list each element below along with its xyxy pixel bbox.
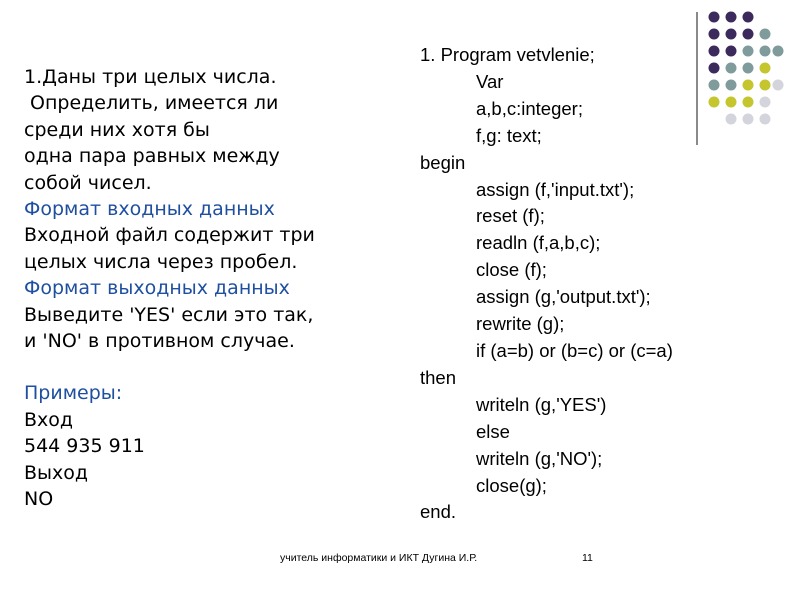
- spacer: [24, 354, 404, 380]
- output-format-heading: Формат выходных данных: [24, 277, 290, 300]
- output-format-line: Выведите 'YES' если это так,: [24, 303, 314, 326]
- code-line: readln (f,a,b,c);: [476, 232, 601, 254]
- output-format-line: и 'NO' в противном случае.: [24, 330, 295, 353]
- example-line: NO: [24, 488, 54, 511]
- code-line: rewrite (g);: [476, 313, 565, 335]
- code-line: close (f);: [476, 259, 547, 281]
- input-format-line: Входной файл содержит три: [24, 224, 315, 247]
- code-line: f,g: text;: [476, 124, 542, 146]
- page-number: 11: [582, 552, 593, 564]
- code-line: end.: [420, 501, 457, 523]
- code-line: writeln (g,'NO');: [476, 447, 603, 469]
- footer-author: учитель информатики и ИКТ Дугина И.Р.: [280, 552, 478, 564]
- code-line: close(g);: [476, 474, 547, 496]
- task-line: 1.Даны три целых числа.: [24, 66, 277, 88]
- code-line: assign (g,'output.txt');: [476, 286, 651, 308]
- code-line: else: [476, 420, 510, 442]
- example-line: Вход: [24, 408, 74, 431]
- task-line: среди них хотя бы: [24, 118, 210, 141]
- input-format-line: целых числа через пробел.: [24, 250, 298, 273]
- examples-heading: Примеры:: [24, 382, 123, 405]
- code-line: 1. Program vetvlenie;: [420, 44, 595, 65]
- code-line: a,b,c:integer;: [476, 97, 583, 119]
- task-statement: [24, 64, 404, 513]
- code-line: begin: [420, 151, 466, 173]
- code-line: assign (f,'input.txt');: [476, 178, 635, 200]
- example-line: Выход: [24, 461, 89, 484]
- code-listing: [420, 42, 720, 526]
- code-line: reset (f);: [476, 205, 545, 227]
- code-line: writeln (g,'YES'): [476, 393, 607, 415]
- example-line: 544 935 911: [24, 435, 145, 458]
- code-line: then: [420, 366, 457, 388]
- task-line: Определить, имеется ли: [24, 92, 279, 115]
- code-line: Var: [476, 70, 504, 92]
- task-line: собой чисел.: [24, 171, 152, 194]
- task-line: одна пара равных между: [24, 145, 280, 168]
- code-line: if (a=b) or (b=c) or (c=a): [476, 339, 673, 361]
- input-format-heading: Формат входных данных: [24, 198, 275, 221]
